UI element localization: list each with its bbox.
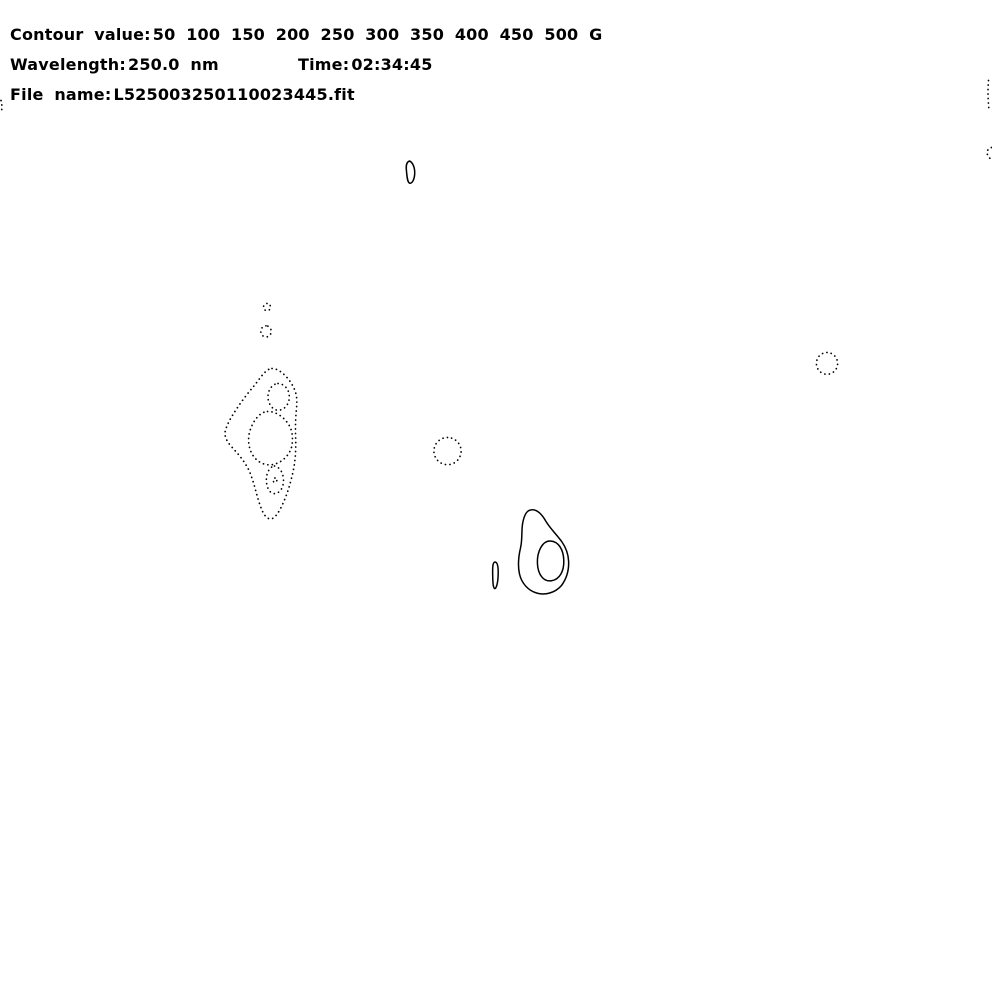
contour-pos-region-inner-path [537,541,563,581]
contour-neg-ring-east-path [816,353,837,375]
contour-neg-inner-upper-path [268,384,289,411]
time-label: Time: [298,55,350,74]
contour-value-label: Contour value: [10,25,151,44]
contour-neg-inner-lower-path [266,466,283,494]
contour-neg-speck-b-path [261,326,271,337]
contour-neg-speck-a-path [264,304,271,311]
contour-edge-arc-east-path [987,148,991,159]
contour-pos-loop-north-path [406,161,415,183]
time-value: 02:34:45 [351,55,433,74]
contour-neg-inner-middle-path [249,411,293,464]
contour-pos-region-outer-path [518,510,568,594]
filename-label: File name: [10,85,112,104]
contour-neg-inner-core-path [273,478,277,483]
filename-value: L525003250110023445.fit [113,85,355,104]
contour-neg-region-outer-path [225,369,297,519]
contour-edge-line-east-path [988,81,989,112]
wavelength-value: 250.0 nm [127,55,219,74]
contour-neg-ring-center-path [434,438,461,465]
contour-value-list: 50 100 150 200 250 300 350 400 450 500 G [152,25,603,44]
wavelength-label: Wavelength: [10,55,126,74]
contour-edge-specks-west-path [1,101,2,114]
contour-pos-sliver-path [493,562,499,589]
